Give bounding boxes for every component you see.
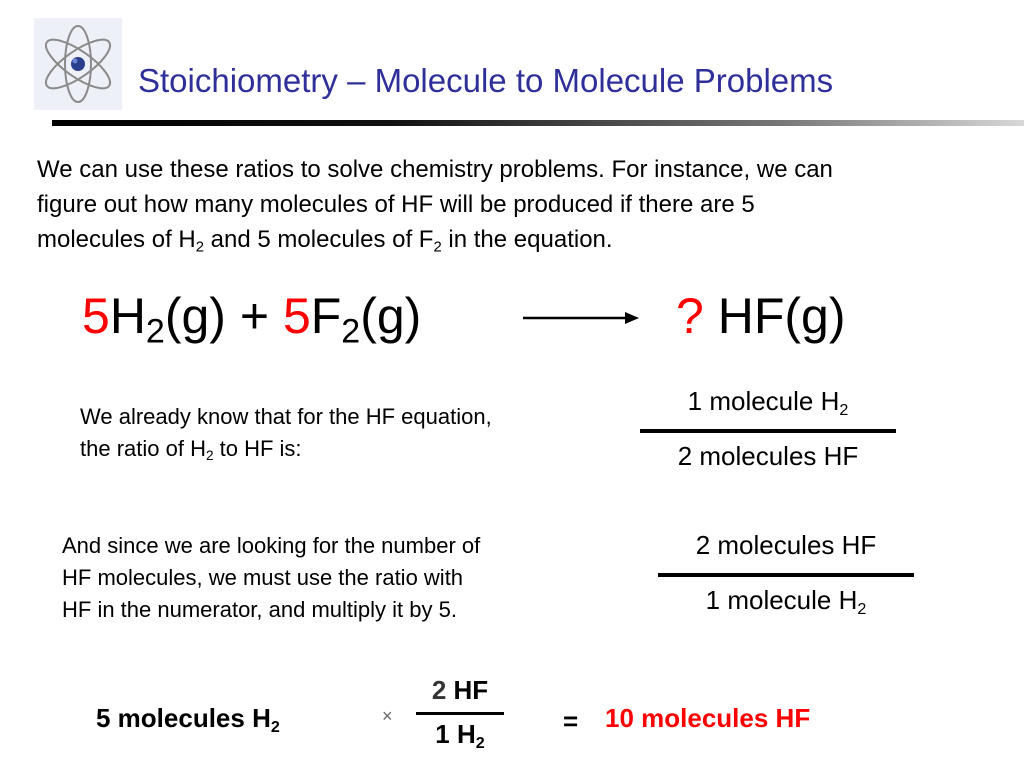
given-quantity: 5 molecules $H_2$ bbox=[96, 703, 280, 736]
atom-logo-icon bbox=[34, 18, 122, 110]
slide-title: Stoichiometry – Molecule to Molecule Problems bbox=[138, 62, 834, 99]
intro-line: molecules of $H_2$ and 5 molecules of $F_2$ in the equation. bbox=[37, 226, 613, 256]
h2-coefficient: 5 bbox=[82, 288, 110, 344]
equals-sign: = bbox=[563, 706, 579, 736]
conversion-denominator: 1 $H_2$ bbox=[435, 719, 485, 752]
multiply-sign: × bbox=[382, 706, 393, 726]
conversion-numerator: 2 HF bbox=[431, 675, 489, 705]
ratio-denominator: 2 molecules HF bbox=[677, 441, 859, 471]
unknown-coefficient: ? bbox=[676, 288, 704, 344]
conversion-fraction bbox=[416, 675, 504, 750]
result: 10 molecules HF bbox=[605, 703, 811, 733]
fraction-bar bbox=[416, 712, 504, 715]
reaction-arrow-icon bbox=[523, 308, 643, 333]
fraction-bar bbox=[658, 573, 914, 577]
inverse-numerator: 2 molecules HF bbox=[695, 530, 877, 560]
ratio-numerator: 1 molecule $H_2$ bbox=[687, 386, 849, 419]
intro-paragraph bbox=[37, 152, 997, 257]
reactants: $5H_2(g) + 5F_2(g)$ bbox=[82, 288, 422, 351]
intro-line: figure out how many molecules of HF will be produced if there are 5 bbox=[37, 191, 755, 218]
fraction-bar bbox=[640, 429, 896, 433]
inverse-denominator: 1 molecule $H_2$ bbox=[705, 585, 867, 618]
f2-coefficient: 5 bbox=[282, 288, 311, 344]
ratio-explanation: We already know that for the HF equation, the ratio of $H_2$ to HF is: bbox=[80, 404, 492, 464]
inverse-fraction bbox=[658, 530, 914, 616]
intro-line: We can use these ratios to solve chemistry problems. For instance, we can bbox=[37, 156, 833, 183]
product: ? HF(g) bbox=[676, 288, 846, 344]
ratio-fraction bbox=[640, 386, 896, 472]
inverse-explanation: And since we are looking for the number of HF molecules, we must use the ratio with HF in the numerator, and multiply it by 5. bbox=[62, 533, 481, 622]
title-divider bbox=[52, 120, 1024, 126]
